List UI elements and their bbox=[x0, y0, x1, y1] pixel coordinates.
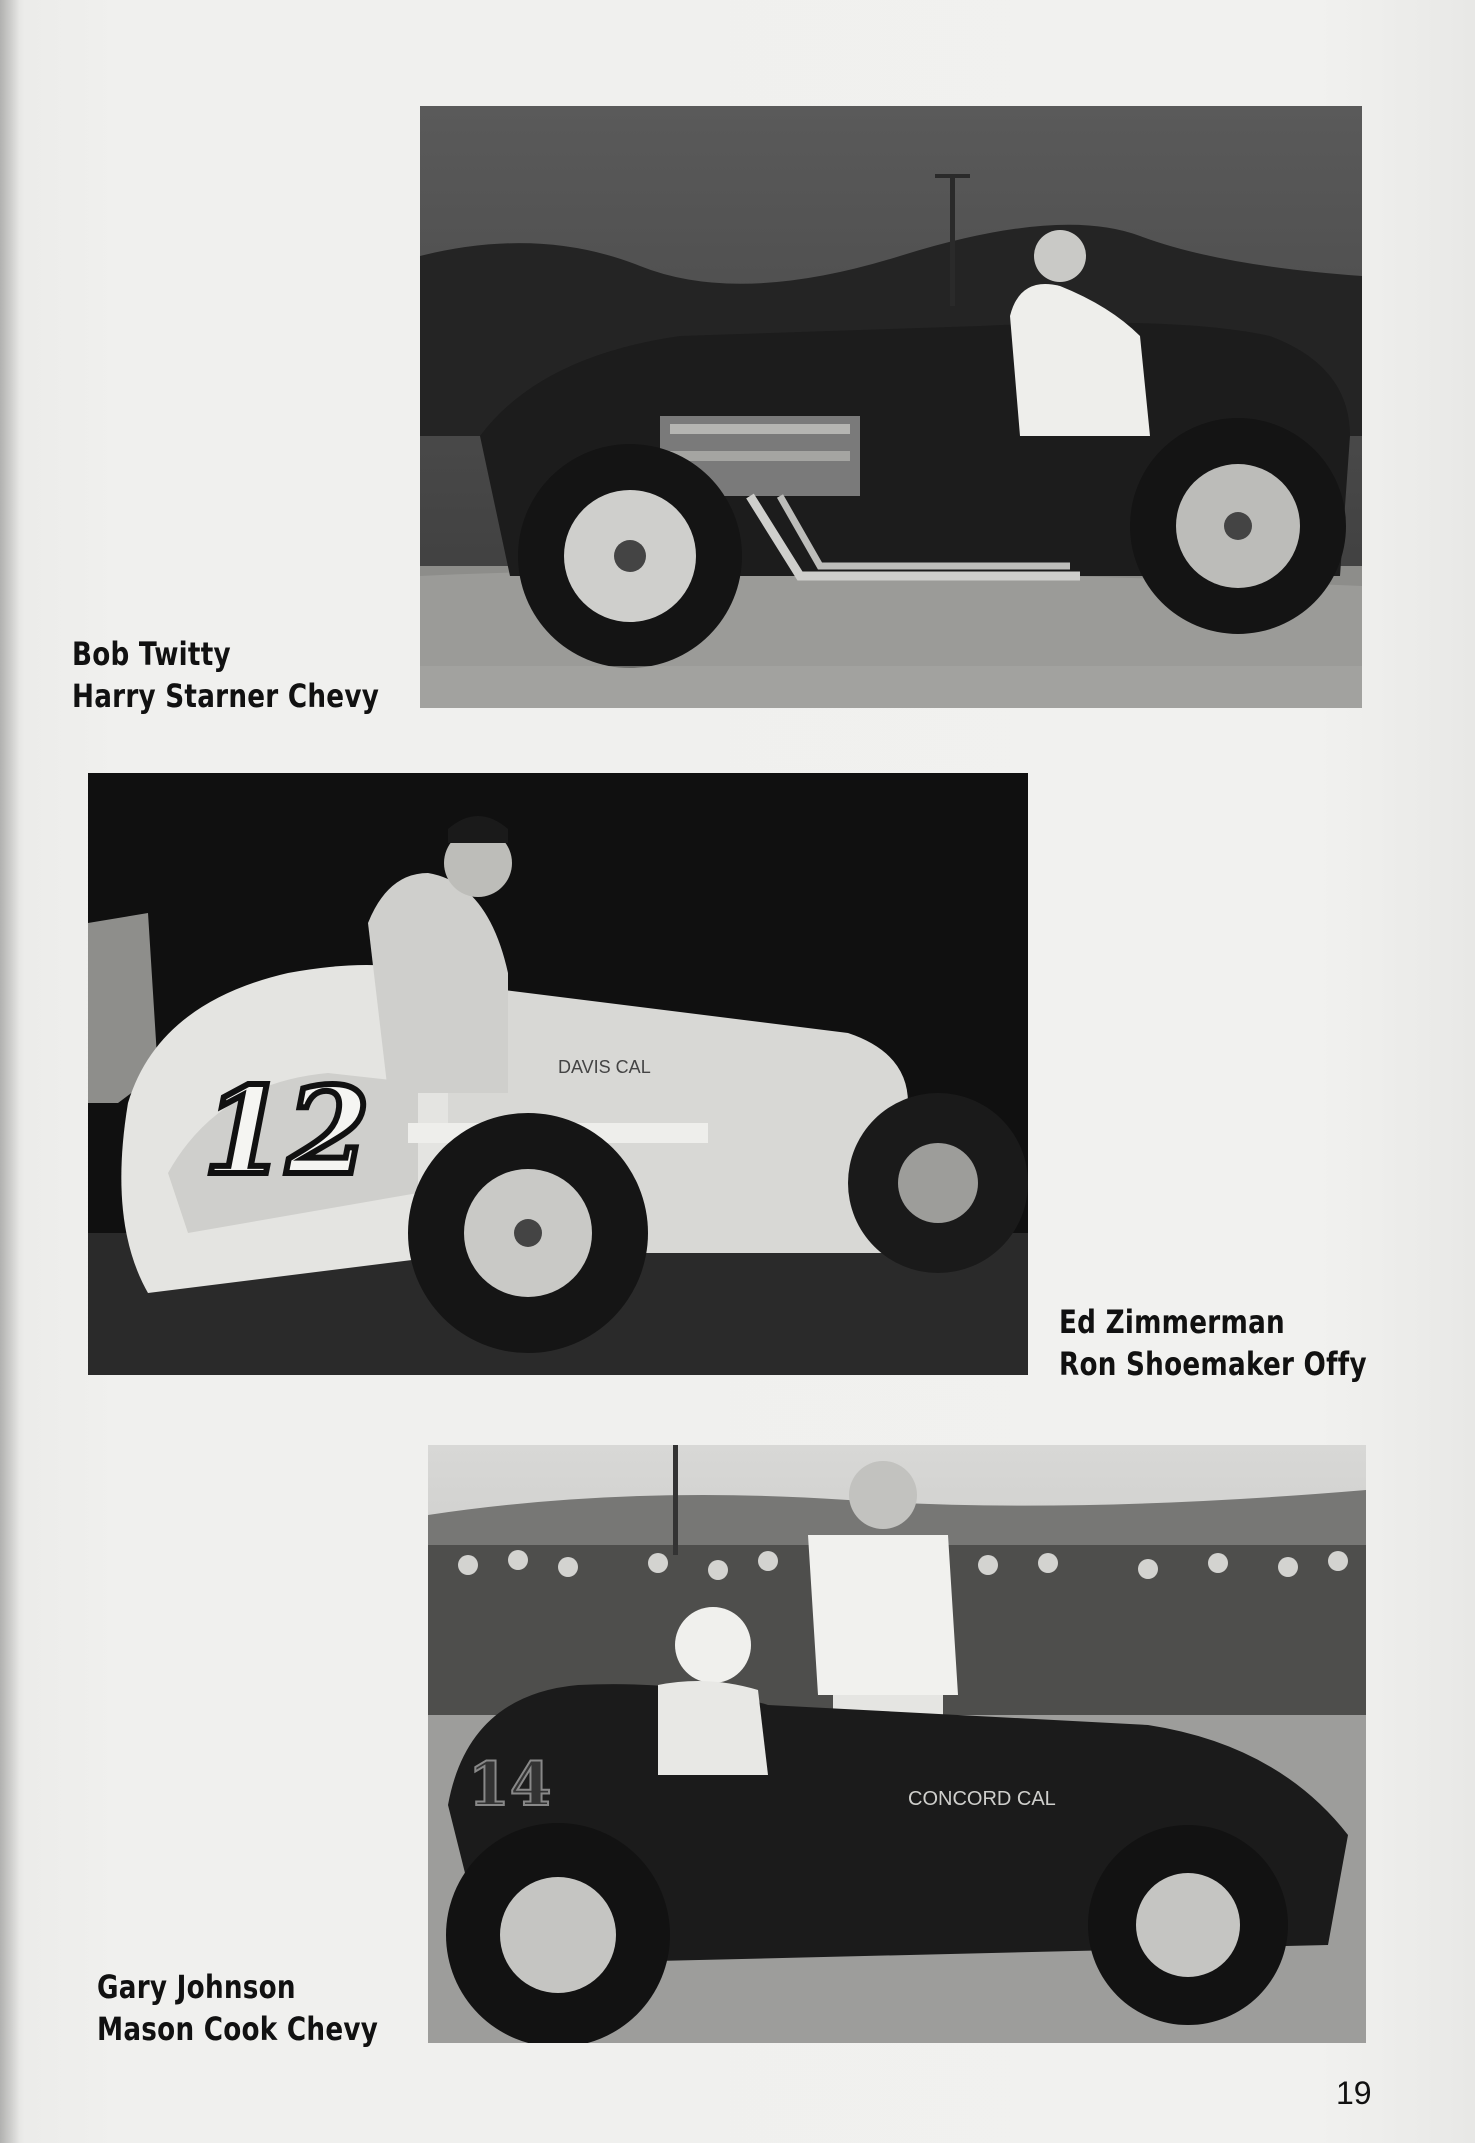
caption-photo-1 bbox=[72, 633, 379, 717]
race-car-photo-1 bbox=[420, 106, 1362, 708]
caption-photo-3 bbox=[97, 1966, 378, 2050]
photo-gary-johnson bbox=[428, 1445, 1366, 2043]
race-car-photo-3 bbox=[428, 1445, 1366, 2043]
binding-shadow bbox=[0, 0, 20, 2143]
page-number: 19 bbox=[1336, 2075, 1372, 2111]
car-number-14: 14 bbox=[468, 1750, 552, 1820]
caption-driver: Gary Johnson bbox=[97, 1968, 296, 2006]
caption-driver: Ed Zimmerman bbox=[1059, 1303, 1285, 1341]
caption-driver: Bob Twitty bbox=[72, 635, 231, 673]
car-lettering-concord-cal: CONCORD CAL bbox=[908, 1788, 1056, 1810]
caption-owner-engine: Harry Starner Chevy bbox=[72, 677, 380, 715]
photo-bob-twitty bbox=[420, 106, 1362, 708]
car-number-12: 12 bbox=[203, 1061, 370, 1202]
car-lettering-davis-cal: DAVIS CAL bbox=[558, 1057, 651, 1077]
caption-owner-engine: Mason Cook Chevy bbox=[97, 2010, 379, 2048]
photo-ed-zimmerman bbox=[88, 773, 1028, 1375]
caption-owner-engine: Ron Shoemaker Offy bbox=[1059, 1345, 1367, 1383]
race-car-photo-2 bbox=[88, 773, 1028, 1375]
caption-photo-2 bbox=[1059, 1301, 1367, 1385]
